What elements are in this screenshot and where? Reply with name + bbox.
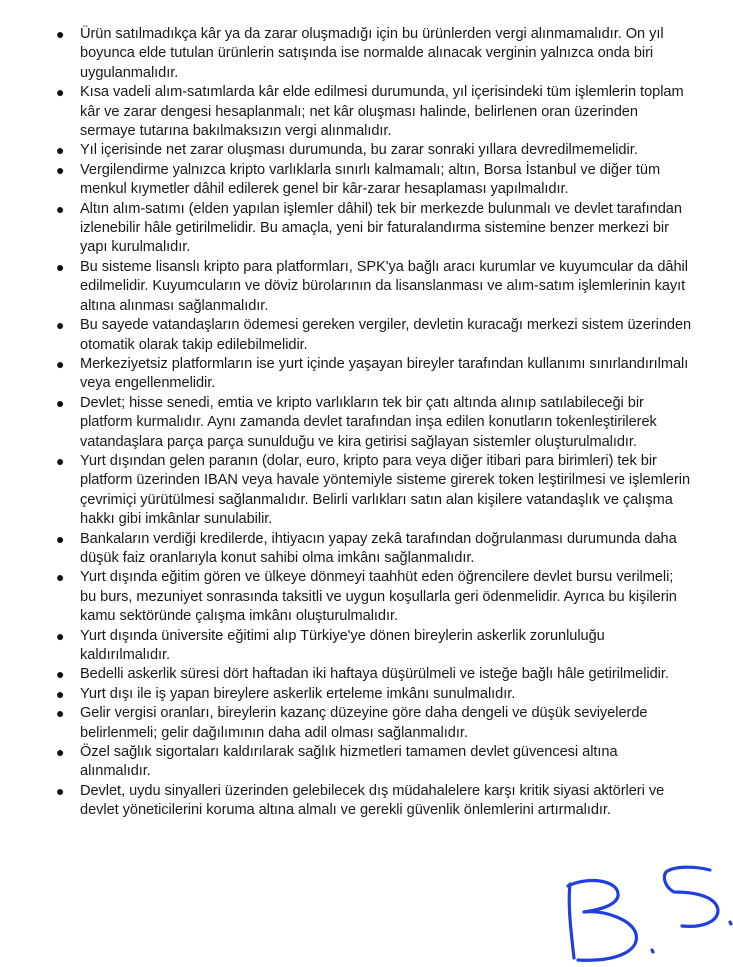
list-item-text: Özel sağlık sigortaları kaldırılarak sağlık hizmetleri tamamen devlet güvencesi altına alınmalıdır. xyxy=(80,744,618,780)
list-item xyxy=(52,161,692,200)
list-item xyxy=(52,665,692,684)
list-item xyxy=(52,200,692,258)
list-item-text: Devlet; hisse senedi, emtia ve kripto varlıkların tek bir çatı altında alınıp satılabileceği bir platform kurmalıdır. Aynı zamanda devlet tarafından inşa edilen konutların tokenleştirilerek vatandaşlara parça parça sunulduğu ve kira getirisi sağlayan sistemler oluşturulmalıdır. xyxy=(80,394,657,450)
bullet-icon: ● xyxy=(56,685,65,702)
signature-stroke-b-stem xyxy=(569,884,574,958)
signature-stroke-s xyxy=(664,867,718,926)
list-item xyxy=(52,316,692,355)
bullet-icon: ● xyxy=(56,705,65,722)
list-item xyxy=(52,258,692,316)
signature-stroke-dot-1 xyxy=(652,950,653,952)
bullet-icon: ● xyxy=(56,452,65,469)
bullet-icon: ● xyxy=(56,317,65,334)
list-item-text: Ürün satılmadıkça kâr ya da zarar oluşmadığı için bu ürünlerden vergi alınmamalıdır. On yıl boyunca elde tutulan ürünlerin satışında ise normalde alınacak verginin yalnızca onda biri uygulanmalıdır. xyxy=(80,26,664,81)
bullet-icon: ● xyxy=(56,744,65,761)
bullet-icon: ● xyxy=(56,394,65,411)
list-item xyxy=(52,25,692,83)
bullet-icon: ● xyxy=(56,200,65,217)
list-item-text: Bedelli askerlik süresi dört haftadan iki haftaya düşürülmeli ve isteğe bağlı hâle getirilmelidir. xyxy=(80,666,669,683)
list-item-text: Bu sayede vatandaşların ödemesi gereken vergiler, devletin kuracağı merkezi sistem üzerinden otomatik olarak takip edilebilmelidir. xyxy=(80,317,692,353)
bullet-icon: ● xyxy=(56,84,65,101)
list-item xyxy=(52,530,692,569)
list-item-text: Yurt dışında üniversite eğitimi alıp Türkiye'ye dönen bireylerin askerlik zorunluluğu kaldırılmalıdır. xyxy=(80,627,605,663)
list-item-text: Vergilendirme yalnızca kripto varlıklarla sınırlı kalmamalı; altın, Borsa İstanbul ve diğer tüm menkul kıymetler dâhil edilerek genel bir kâr-zarar hesaplaması yapılmalıdır. xyxy=(80,161,661,198)
bullet-icon: ● xyxy=(56,161,65,178)
signature-stroke-b-body xyxy=(568,881,636,961)
bullet-icon: ● xyxy=(56,627,65,644)
list-item xyxy=(52,355,692,394)
list-item xyxy=(52,782,692,821)
bullet-icon: ● xyxy=(56,569,65,586)
bullet-icon: ● xyxy=(56,355,65,372)
list-item xyxy=(52,743,692,782)
list-item xyxy=(52,685,692,704)
bullet-list xyxy=(52,25,692,821)
bullet-icon: ● xyxy=(56,666,65,683)
bullet-icon: ● xyxy=(56,530,65,547)
list-item xyxy=(52,568,692,626)
list-item-text: Merkeziyetsiz platformların ise yurt içinde yaşayan bireyler tarafından kullanımı sınırlandırılmalı veya engellenmelidir. xyxy=(80,355,689,392)
list-item-text: Bankaların verdiği kredilerde, ihtiyacın yapay zekâ tarafından doğrulanması durumunda daha düşük faiz oranlarıyla konut sahibi olma imkânı sağlanmalıdır. xyxy=(80,530,677,566)
list-item-text: Yurt dışında eğitim gören ve ülkeye dönmeyi taahhüt eden öğrencilere devlet bursu verilmeli; bu burs, mezuniyet sonrasında taksitli ve uygun koşullarla geri ödenmelidir. Ayrıca bu kişilerin kamu sektöründe çalışma imkânı oluşturulmalıdır. xyxy=(80,569,677,625)
list-item xyxy=(52,704,692,743)
bullet-icon: ● xyxy=(56,26,65,42)
list-item xyxy=(52,394,692,452)
list-item xyxy=(52,141,692,160)
signature-stroke-dot-2 xyxy=(730,922,731,924)
handwritten-signature xyxy=(548,862,733,967)
list-item-text: Altın alım-satımı (elden yapılan işlemler dâhil) tek bir merkezde bulunmalı ve devlet tarafından izlenebilir hâle getirilmelidir. Bu amaçla, yeni bir faturalandırma sistemine benzer merkezi bir yapı kurulmalıdır. xyxy=(80,200,682,256)
list-item xyxy=(52,452,692,530)
bullet-icon: ● xyxy=(56,782,65,799)
list-item-text: Gelir vergisi oranları, bireylerin kazanç düzeyine göre daha dengeli ve düşük seviyelerde belirlenmeli; gelir dağılımının daha adil olması sağlanmalıdır. xyxy=(80,705,648,741)
list-item-text: Yıl içerisinde net zarar oluşması durumunda, bu zarar sonraki yıllara devredilmemelidir. xyxy=(80,142,638,159)
list-item-text: Bu sisteme lisanslı kripto para platformları, SPK'ya bağlı aracı kurumlar ve kuyumcular da dâhil edilmelidir. Kuyumcuların ve döviz bürolarının da lisanslanması ve alım-satım işlemlerinin kayıt altına alınması sağlanmalıdır. xyxy=(80,258,688,314)
bullet-icon: ● xyxy=(56,258,65,275)
bullet-icon: ● xyxy=(56,142,65,159)
list-item-text: Kısa vadeli alım-satımlarda kâr elde edilmesi durumunda, yıl içerisindeki tüm işlemlerin toplam kâr ve zarar dengesi hesaplanmalı; net kâr oluşması halinde, belirlenen oran üzerinden sermaye tutarına bakılmaksızın vergi alınmalıdır. xyxy=(80,84,684,140)
list-item-text: Yurt dışından gelen paranın (dolar, euro, kripto para veya diğer itibari para birimleri) tek bir platform üzerinden IBAN veya havale yöntemiyle sisteme girerek token leştirilmesi ve işlemlerin çevrimiçi yürütülmesi sağlanmalıdır. Belirli varlıkları satın alan kişilere vatandaşlık ve çalışma hakkı gibi imkânlar sunulabilir. xyxy=(80,452,691,528)
list-item xyxy=(52,627,692,666)
list-item-text: Yurt dışı ile iş yapan bireylere askerlik erteleme imkânı sunulmalıdır. xyxy=(80,685,516,702)
list-item-text: Devlet, uydu sinyalleri üzerinden gelebilecek dış müdahalelere karşı kritik siyasi aktörleri ve devlet yöneticilerini koruma altına almalı ve gerekli güvenlik önlemlerini artırmalıdır. xyxy=(80,782,665,819)
list-item xyxy=(52,83,692,141)
